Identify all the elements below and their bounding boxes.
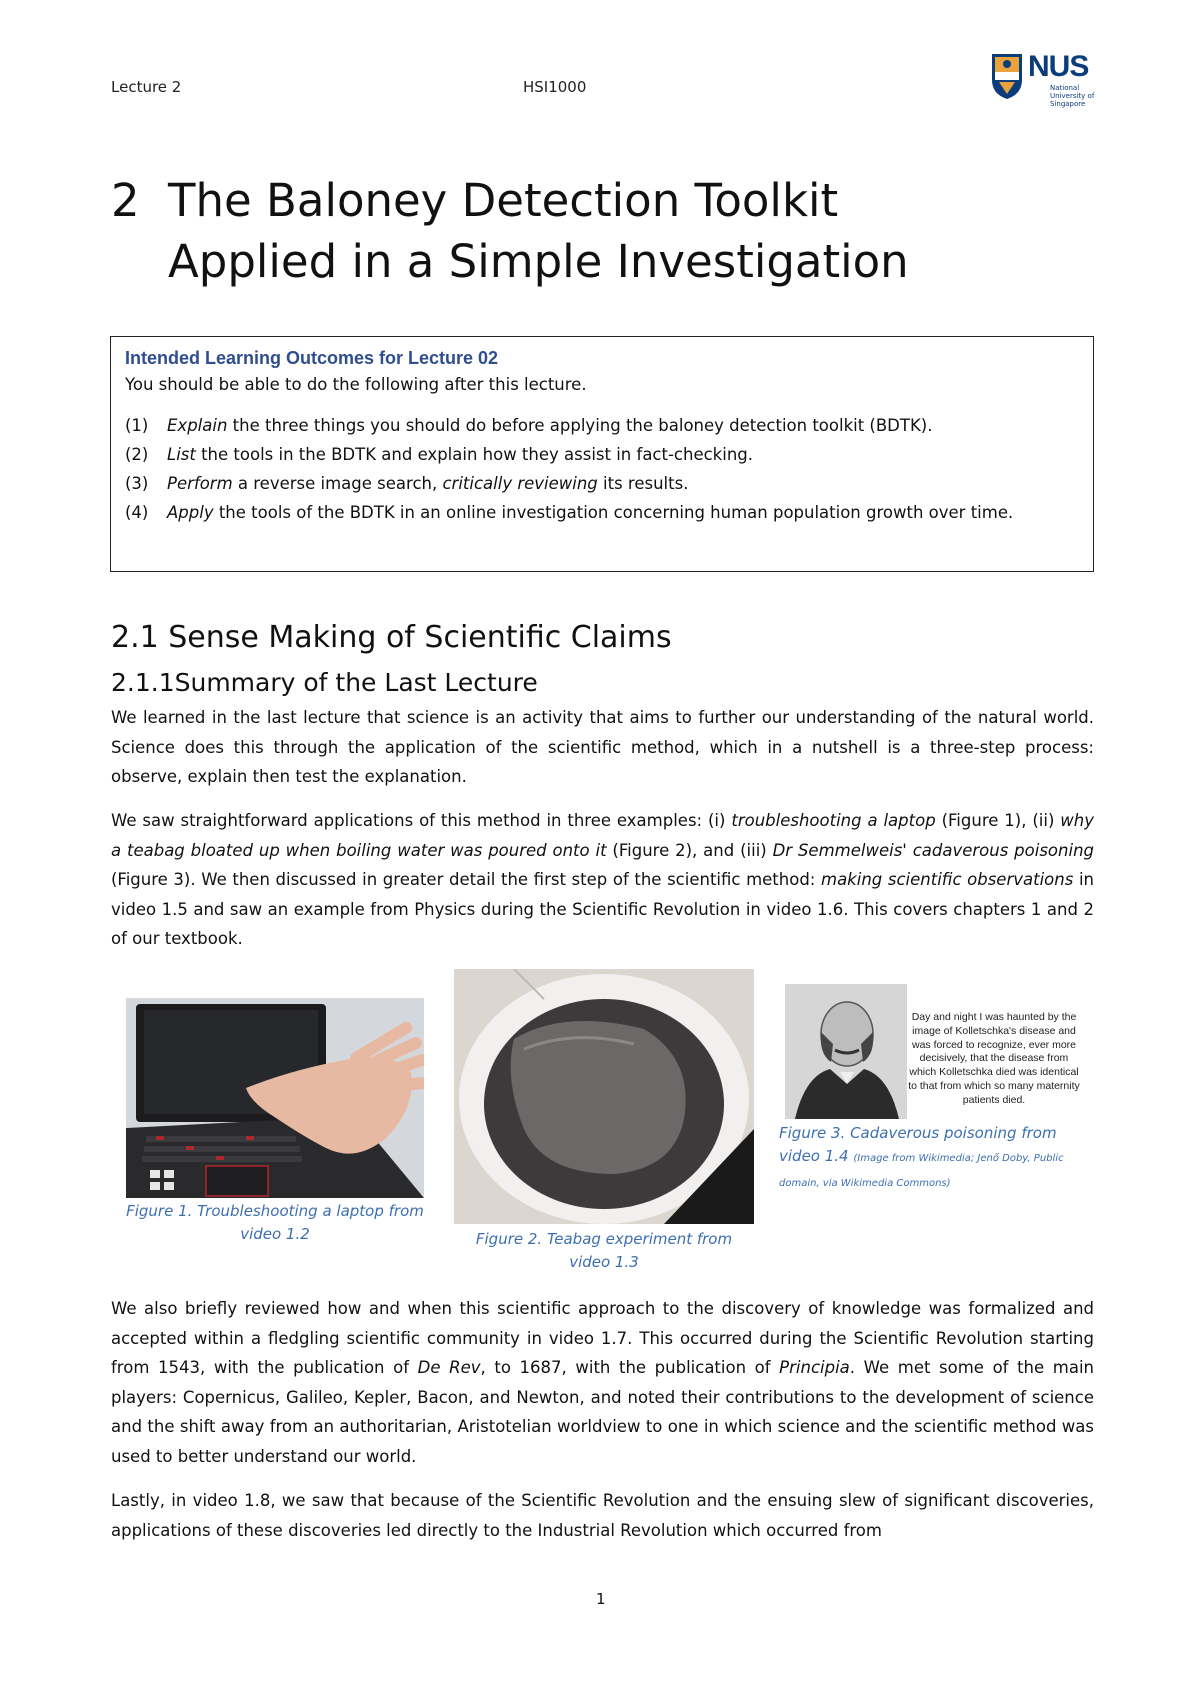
nus-logo [990,50,1100,108]
nus-crest-icon [990,52,1024,100]
text-run: , to 1687, with the publication of [480,1358,780,1377]
item-verb: Perform [167,474,233,493]
emphasis-run: troubleshooting a laptop [731,811,936,830]
portrait-illustration [785,984,907,1119]
text-run: (Figure 2), and (iii) [606,840,773,860]
list-item [125,411,1079,440]
item-verb: Apply [167,503,214,522]
laptop-illustration [126,998,424,1198]
text-run: We saw straightforward applications of this method in three examples: (i) [111,811,732,830]
figure-2-caption: Figure 2. Teabag experiment from video 1.3 [475,1230,733,1271]
paragraph-examples [111,806,1094,954]
item-number: (3) [125,474,149,493]
semmelweis-quote: Day and night I was haunted by the image of Kolletschka's disease and was forced to recognize, ever more decisively, that the disease from which Kolletschka died was identical to that from which so many maternity patients died. [908,1011,1080,1106]
item-text: a reverse image search, [232,474,443,493]
text-run: in video 1.5 and saw an example from Physics during the Scientific Revolution in video 1.6. This covers chapters 1 and 2 of our textbook. [111,870,1094,948]
emphasis-run: Dr Semmelweis' cadaverous poisoning [772,840,1095,860]
text-run: (Figure 3). We then discussed in greater detail the first step of the scientific method: [111,870,821,889]
learning-outcomes-heading: Intended Learning Outcomes for Lecture 02 [125,348,499,368]
list-item [125,498,1079,527]
figure-3-caption [779,1122,1079,1195]
section-heading: 2.1 Sense Making of Scientific Claims [111,620,672,655]
nus-subtext: National University of Singapore [1050,84,1095,108]
figure-laptop-photo [126,998,424,1198]
caption-text: Figure 3. Cadaverous poisoning from video 1.4 [779,1124,1057,1165]
page-number: 1 [596,1590,606,1608]
emphasis-run: De Rev [417,1358,481,1377]
emphasis-run: why a teabag bloated up when boiling water was poured onto it [111,811,1094,860]
subsection-heading: 2.1.1Summary of the Last Lecture [111,668,538,697]
learning-outcomes-box [110,336,1094,572]
title-line-1: The Baloney Detection Toolkit [168,174,839,227]
figure-portrait-photo [785,984,907,1119]
item-number: (4) [125,503,149,522]
chapter-number: 2 [111,174,140,227]
text-run: We also briefly reviewed how and when this scientific approach to the discovery of knowledge was formalized and accepted within a fledgling scientific community in video 1.7. This occurred during the Scientific Revolution starting from 1543, with the publication of [111,1299,1094,1377]
item-number: (2) [125,445,149,464]
learning-outcomes-list [125,411,1079,527]
emphasis-run: making scientific observations [821,870,1074,889]
nus-wordmark: NUS [1028,50,1089,83]
item-text: its results. [597,474,689,493]
item-text: the tools in the BDTK and explain how they assist in fact-checking. [195,445,753,464]
title-line-2: Applied in a Simple Investigation [168,235,909,288]
list-item [125,469,1079,498]
list-item [125,440,1079,469]
figure-teabag-photo [454,969,754,1224]
header-course-code: HSI1000 [523,78,587,96]
text-run: (Figure 1), (ii) [935,811,1061,830]
emphasis-run: Principia [779,1358,850,1377]
item-text: the three things you should do before applying the baloney detection toolkit (BDTK). [227,416,933,435]
learning-outcomes-intro: You should be able to do the following after this lecture. [125,375,587,394]
paragraph-scientific-revolution [111,1294,1094,1471]
item-number: (1) [125,416,149,435]
item-text: the tools of the BDTK in an online investigation concerning human population growth over time. [213,503,1014,522]
text-run: . We met some of the main players: Copernicus, Galileo, Kepler, Bacon, and Newton, and noted their contributions to the development of science and the shift away from an authoritarian, Aristotelian worldview to one in which science and the scientific method was used to better understand our world. [111,1358,1094,1466]
item-emphasis: critically reviewing [442,474,598,493]
teabag-illustration [454,969,754,1224]
image-credit: (Image from Wikimedia; Jenő Doby, Public domain, via Wikimedia Commons) [779,1153,1064,1189]
figure-1-caption: Figure 1. Troubleshooting a laptop from video 1.2 [126,1202,424,1243]
item-verb: List [167,445,196,464]
paragraph-summary: We learned in the last lecture that science is an activity that aims to further our understanding of the natural world. Science does this through the application of the scientific method, which in a nutshell is a three-step process: observe, explain then test the explanation. [111,708,1094,786]
item-verb: Explain [167,416,228,435]
header-lecture-label: Lecture 2 [111,78,182,96]
paragraph-industrial-revolution: Lastly, in video 1.8, we saw that because of the Scientific Revolution and the ensuing slew of significant discoveries, applications of these discoveries led directly to the Industrial Revolution which occurred from [111,1491,1094,1540]
